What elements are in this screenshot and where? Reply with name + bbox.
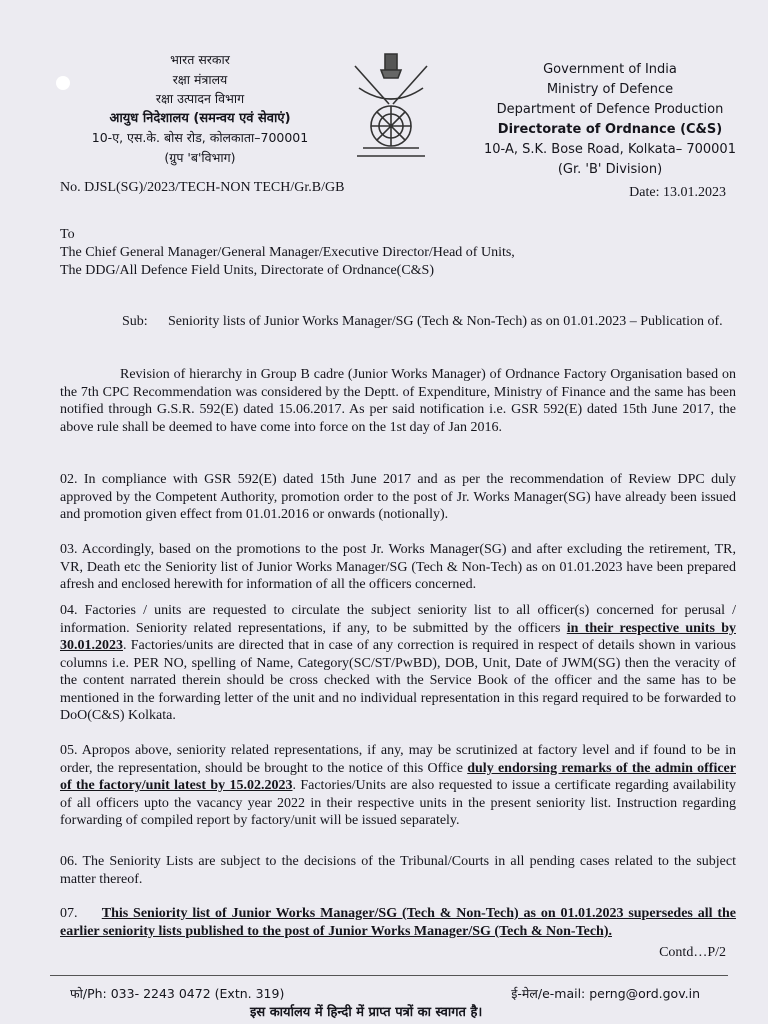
english-line-3: Department of Defence Production — [496, 102, 724, 117]
paragraph-7-text: This Seniority list of Junior Works Manager/SG (Tech & Non-Tech) as on 01.01.2023 supersedes all the earlier seniority lists published to the post of Junior Works Manager/SG (Tech & Non-Tech). — [60, 906, 737, 939]
letter-date: Date: 13.01.2023 — [629, 185, 726, 200]
hindi-line-3: रक्षा उत्पादन विभाग — [155, 91, 245, 106]
addressee-block — [60, 226, 700, 280]
english-line-4: Directorate of Ordnance (C&S) — [497, 122, 723, 137]
to-label: To — [60, 227, 75, 242]
subject-text: Seniority lists of Junior Works Manager/SG (Tech & Non-Tech) as on 01.01.2023 – Publication of. — [168, 314, 723, 329]
english-letterhead — [470, 60, 750, 180]
paragraph-7-number: 07. — [60, 906, 102, 921]
addressee-line-1: The Chief General Manager/General Manager/Executive Director/Head of Units, — [60, 245, 515, 260]
hindi-line-6: (ग्रुप 'ब'विभाग) — [164, 149, 236, 165]
hindi-line-2: रक्षा मंत्रालय — [172, 71, 228, 87]
paragraph-6: 06. The Seniority Lists are subject to the decisions of the Tribunal/Courts in all pending cases related to the subject matter thereof. — [60, 854, 736, 887]
hindi-letterhead — [70, 50, 330, 167]
english-line-2: Ministry of Defence — [546, 82, 674, 97]
ordnance-emblem-icon — [345, 48, 437, 168]
hindi-line-4: आयुध निदेशालय (समन्वय एवं सेवाएं) — [109, 110, 291, 126]
english-line-6: (Gr. 'B' Division) — [557, 162, 663, 177]
paragraph-5 — [60, 742, 736, 830]
paragraph-5-part-1: 05. Apropos above, seniority related representations, if any, may be scrutinized at factory level and if found to be in order, the representation, should be brought to the notice of this Office — [60, 743, 736, 776]
paragraph-5-part-2: . Factories/Units are also requested to issue a certificate regarding availability of all officers upto the vacancy year 2022 in their respective units in the present seniority list. Instruction regarding forwarding of compiled report by factory/unit will be issued separately. — [60, 778, 736, 828]
paragraph-4-part-1: 04. Factories / units are requested to circulate the subject seniority list to all officer(s) concerned for perusal / information. Seniority related representations, if any, to be submitted by the officers — [60, 603, 736, 636]
paragraph-3: 03. Accordingly, based on the promotions to the post Jr. Works Manager(SG) and after excluding the retirement, TR, VR, Death etc the Seniority list of Junior Works Manager/SG (Tech & Non-Tech) as on 01.01.2023 have been prepared afresh and enclosed herewith for information of all the officers concerned. — [60, 542, 736, 592]
paragraph-4 — [60, 602, 736, 725]
subject — [122, 313, 732, 331]
hindi-line-1: भारत सरकार — [170, 52, 230, 67]
paragraph-4-deadline: in their respective units by 30.01.2023 — [60, 620, 736, 653]
paragraph-2: 02. In compliance with GSR 592(E) dated 15th June 2017 and as per the recommendation of Review DPC duly approved by the Competent Authority, promotion order to the post of Jr. Works Manager(SG) have already been issued and promotion given effect from 01.01.2016 or onwards (notionally). — [60, 472, 736, 522]
paragraph-4-part-2: . Factories/units are directed that in case of any correction is required in respect of details shown in various columns i.e. PER NO, spelling of Name, Category(SC/ST/PwBD), DOB, Unit, Date of JWM(SG) then the veracity of the content narrated therein should be cross checked with the Service Book of the officer and the same has to be mentioned in the forwarding letter of the unit and no individual representation in this regard required to be forwarded to DoO(C&S) Kolkata. — [60, 638, 736, 723]
paragraph-1: Revision of hierarchy in Group B cadre (Junior Works Manager) of Ordnance Factory Organisation based on the 7th CPC Recommendation was considered by the Deptt. of Expenditure, Ministry of Finance and the same has been notified through G.S.R. 592(E) dated 15.06.2017. As per said notification i.e. GSR 592(E) dated 15th June 2017, the above rule shall be deemed to have come into force on the 1st day of Jan 2016. — [60, 367, 736, 435]
footer-hindi-note: इस कार्यालय में हिन्दी में प्राप्त पत्रों का स्वागत है। — [250, 1005, 483, 1020]
english-line-5: 10-A, S.K. Bose Road, Kolkata– 700001 — [484, 142, 736, 157]
paragraph-7 — [60, 905, 736, 940]
addressee-line-2: The DDG/All Defence Field Units, Directorate of Ordnance(C&S) — [60, 263, 434, 278]
hindi-line-5: 10-ए, एस.के. बोस रोड, कोलकाता–700001 — [91, 130, 309, 145]
reference-number: No. DJSL(SG)/2023/TECH-NON TECH/Gr.B/GB — [60, 180, 345, 195]
footer-phone: फो/Ph: 033- 2243 0472 (Extn. 319) — [70, 986, 285, 1001]
punch-hole — [56, 76, 70, 90]
subject-label: Sub: — [122, 314, 148, 329]
footer-email: ई-मेल/e-mail: perng@ord.gov.in — [511, 986, 700, 1001]
continued-note: Contd…P/2 — [659, 945, 726, 960]
paragraph-5-deadline: duly endorsing remarks of the admin officer of the factory/unit latest by 15.02.2023 — [60, 760, 736, 793]
english-line-1: Government of India — [543, 62, 677, 77]
footer-divider — [50, 975, 728, 976]
